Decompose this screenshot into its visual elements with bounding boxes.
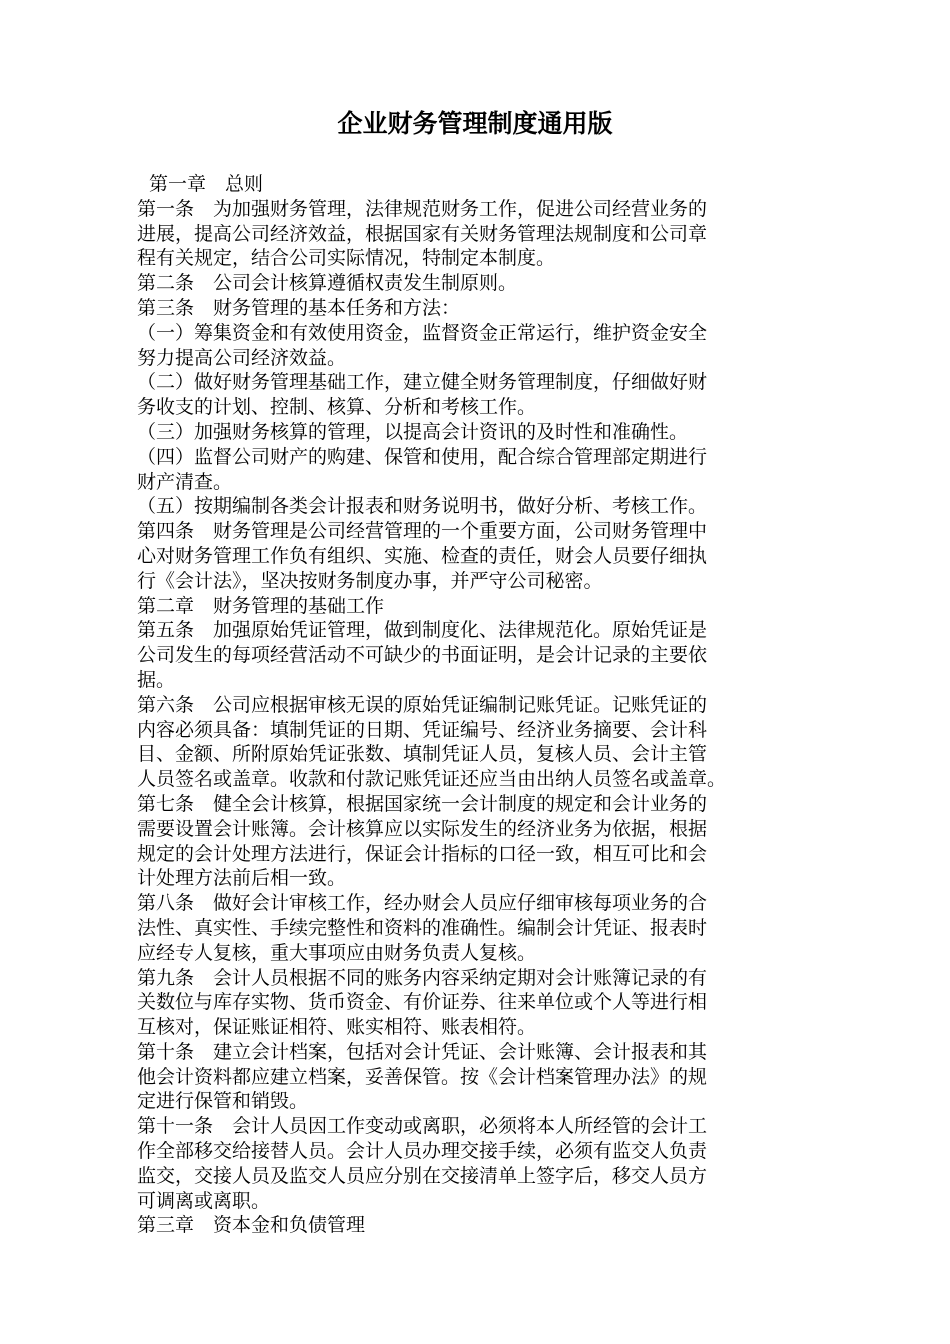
text-line: 据。 xyxy=(137,668,176,691)
text-line: 第五条 加强原始凭证管理，做到制度化、法律规范化。原始凭证是 xyxy=(137,619,708,642)
text-line: 第一章 总则 xyxy=(149,173,264,195)
text-line: 第十一条 会计人员因工作变动或离职，必须将本人所经管的会计工 xyxy=(137,1115,708,1138)
text-line: 努力提高公司经济效益。 xyxy=(137,346,347,369)
text-line: 第三章 资本金和负债管理 xyxy=(137,1214,366,1237)
text-line: 作全部移交给接替人员。会计人员办理交接手续，必须有监交人负责 xyxy=(137,1140,708,1163)
text-line: 定进行保管和销毁。 xyxy=(137,1090,309,1113)
text-line: （二）做好财务管理基础工作，建立健全财务管理制度，仔细做好财 xyxy=(137,371,708,394)
text-line: 行《会计法》，坚决按财务制度办事，并严守公司秘密。 xyxy=(137,569,603,592)
text-line: （四）监督公司财产的购建、保管和使用，配合综合管理部定期进行 xyxy=(137,445,708,468)
text-line: 心对财务管理工作负有组织、实施、检查的责任，财会人员要仔细执 xyxy=(137,544,708,567)
text-line: 内容必须具备：填制凭证的日期、凭证编号、经济业务摘要、会计科 xyxy=(137,718,708,741)
text-line: 财产清查。 xyxy=(137,470,233,493)
text-line: 第九条 会计人员根据不同的账务内容采纳定期对会计账簿记录的有 xyxy=(137,966,708,989)
text-line: 第八条 做好会计审核工作，经办财会人员应仔细审核每项业务的合 xyxy=(137,892,708,915)
text-line: 第十条 建立会计档案，包括对会计凭证、会计账簿、会计报表和其 xyxy=(137,1040,708,1063)
text-line: 法性、真实性、手续完整性和资料的准确性。编制会计凭证、报表时 xyxy=(137,916,708,939)
text-line: 互核对，保证账证相符、账实相符、账表相符。 xyxy=(137,1016,537,1039)
text-line: 第二条 公司会计核算遵循权责发生制原则。 xyxy=(137,272,518,295)
text-line: （五）按期编制各类会计报表和财务说明书，做好分析、考核工作。 xyxy=(137,495,708,518)
text-line: 第二章 财务管理的基础工作 xyxy=(137,594,385,617)
document-body xyxy=(137,172,817,1238)
document-title: 企业财务管理制度通用版 xyxy=(337,109,613,138)
text-line: 关数位与库存实物、货币资金、有价证券、往来单位或个人等进行相 xyxy=(137,991,708,1014)
text-line: 需要设置会计账簿。会计核算应以实际发生的经济业务为依据，根据 xyxy=(137,817,708,840)
text-line: （一）筹集资金和有效使用资金，监督资金正常运行，维护资金安全 xyxy=(137,321,708,344)
text-line: 第六条 公司应根据审核无误的原始凭证编制记账凭证。记账凭证的 xyxy=(137,693,708,716)
text-line: 人员签名或盖章。收款和付款记账凭证还应当由出纳人员签名或盖章。 xyxy=(137,768,727,791)
text-line: 进展，提高公司经济效益，根据国家有关财务管理法规制度和公司章 xyxy=(137,222,708,245)
text-line: 第七条 健全会计核算，根据国家统一会计制度的规定和会计业务的 xyxy=(137,792,708,815)
text-line: 监交，交接人员及监交人员应分别在交接清单上签字后，移交人员方 xyxy=(137,1164,708,1187)
text-line: 第一条 为加强财务管理，法律规范财务工作，促进公司经营业务的 xyxy=(137,197,708,220)
text-line: 第四条 财务管理是公司经营管理的一个重要方面，公司财务管理中 xyxy=(137,520,708,543)
text-line: 第三条 财务管理的基本任务和方法： xyxy=(137,296,461,319)
text-line: 目、金额、所附原始凭证张数、填制凭证人员，复核人员、会计主管 xyxy=(137,743,708,766)
text-line: 计处理方法前后相一致。 xyxy=(137,867,347,890)
text-line: 规定的会计处理方法进行，保证会计指标的口径一致，相互可比和会 xyxy=(137,842,708,865)
text-line: （三）加强财务核算的管理，以提高会计资讯的及时性和准确性。 xyxy=(137,420,689,443)
text-line: 他会计资料都应建立档案，妥善保管。按《会计档案管理办法》的规 xyxy=(137,1065,708,1088)
text-line: 公司发生的每项经营活动不可缺少的书面证明，是会计记录的主要依 xyxy=(137,644,708,667)
text-line: 可调离或离职。 xyxy=(137,1189,271,1212)
text-line: 务收支的计划、控制、核算、分析和考核工作。 xyxy=(137,396,537,419)
text-line: 应经专人复核，重大事项应由财务负责人复核。 xyxy=(137,941,537,964)
text-line: 程有关规定，结合公司实际情况，特制定本制度。 xyxy=(137,247,556,270)
